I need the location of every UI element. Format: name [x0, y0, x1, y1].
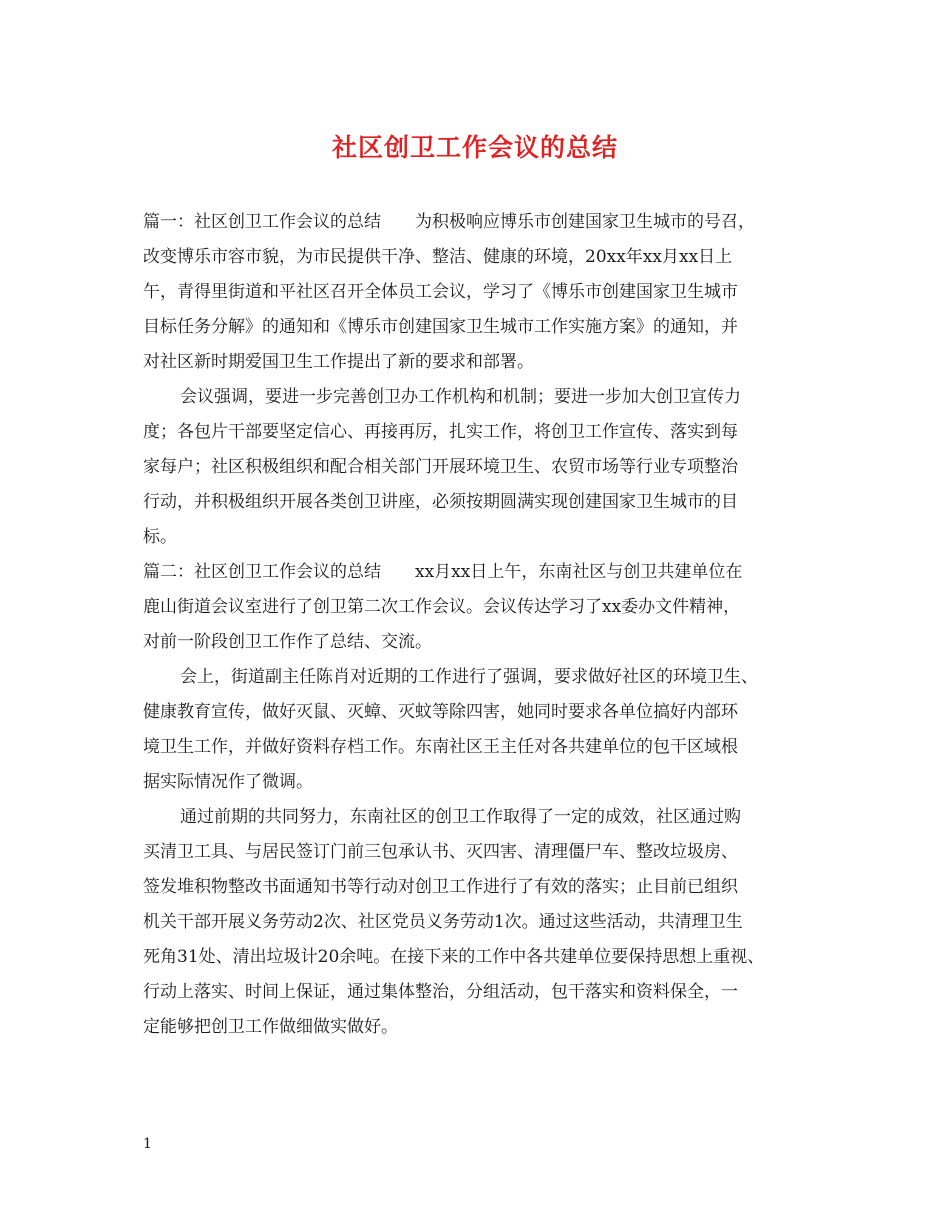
text-line: 机关干部开展义务劳动2次、社区党员义务劳动1次。通过这些活动，共清理卫生 — [143, 912, 743, 932]
text-line: 度；各包片干部要坚定信心、再接再厉，扎实工作，将创卫工作宣传、落实到每 — [143, 422, 738, 442]
text-line: 篇二：社区创卫工作会议的总结 xx月xx日上午，东南社区与创卫共建单位在 — [143, 562, 743, 582]
text-line: 午，青得里街道和平社区召开全体员工会议，学习了《博乐市创建国家卫生城市 — [143, 282, 738, 302]
text-line: 改变博乐市容市貌，为市民提供干净、整洁、健康的环境，20xx年xx月xx日上 — [143, 247, 733, 267]
text-line: 签发堆积物整改书面通知书等行动对创卫工作进行了有效的落实；止目前已组织 — [143, 877, 738, 897]
text-line: 健康教育宣传，做好灭鼠、灭蟑、灭蚊等除四害，她同时要求各单位搞好内部环 — [143, 702, 738, 722]
text-line: 境卫生工作，并做好资料存档工作。东南社区王主任对各共建单位的包干区域根 — [143, 737, 738, 757]
text-line: 买清卫工具、与居民签订门前三包承认书、灭四害、清理僵尸车、整改垃圾房、 — [143, 842, 738, 862]
document-title: 社区创卫工作会议的总结 — [331, 133, 618, 162]
text-line: 篇一：社区创卫工作会议的总结 为积极响应博乐市创建国家卫生城市的号召， — [143, 212, 755, 232]
text-line: 行动上落实、时间上保证，通过集体整治，分组活动，包干落实和资料保全，一 — [143, 982, 738, 1002]
text-line: 家每户；社区积极组织和配合相关部门开展环境卫生、农贸市场等行业专项整治 — [143, 457, 738, 477]
text-line: 目标任务分解》的通知和《博乐市创建国家卫生城市工作实施方案》的通知，并 — [143, 317, 738, 337]
text-line: 据实际情况作了微调。 — [143, 772, 313, 792]
page-number: 1 — [143, 1136, 152, 1152]
text-line: 对前一阶段创卫工作作了总结、交流。 — [143, 632, 432, 652]
text-line: 定能够把创卫工作做细做实做好。 — [143, 1017, 398, 1037]
text-line: 死角31处、清出垃圾计20余吨。在接下来的工作中各共建单位要保持思想上重视、 — [143, 947, 765, 967]
text-line: 对社区新时期爱国卫生工作提出了新的要求和部署。 — [143, 352, 534, 372]
text-line: 鹿山街道会议室进行了创卫第二次工作会议。会议传达学习了xx委办文件精神， — [143, 597, 741, 617]
text-line: 通过前期的共同努力，东南社区的创卫工作取得了一定的成效，社区通过购 — [180, 807, 741, 827]
text-line: 行动，并积极组织开展各类创卫讲座，必须按期圆满实现创建国家卫生城市的目 — [143, 492, 738, 512]
text-line: 标。 — [143, 527, 177, 547]
document-body — [143, 205, 823, 1045]
text-line: 会议强调，要进一步完善创卫办工作机构和机制；要进一步加大创卫宣传力 — [180, 387, 741, 407]
text-line: 会上，街道副主任陈肖对近期的工作进行了强调，要求做好社区的环境卫生、 — [180, 667, 758, 687]
